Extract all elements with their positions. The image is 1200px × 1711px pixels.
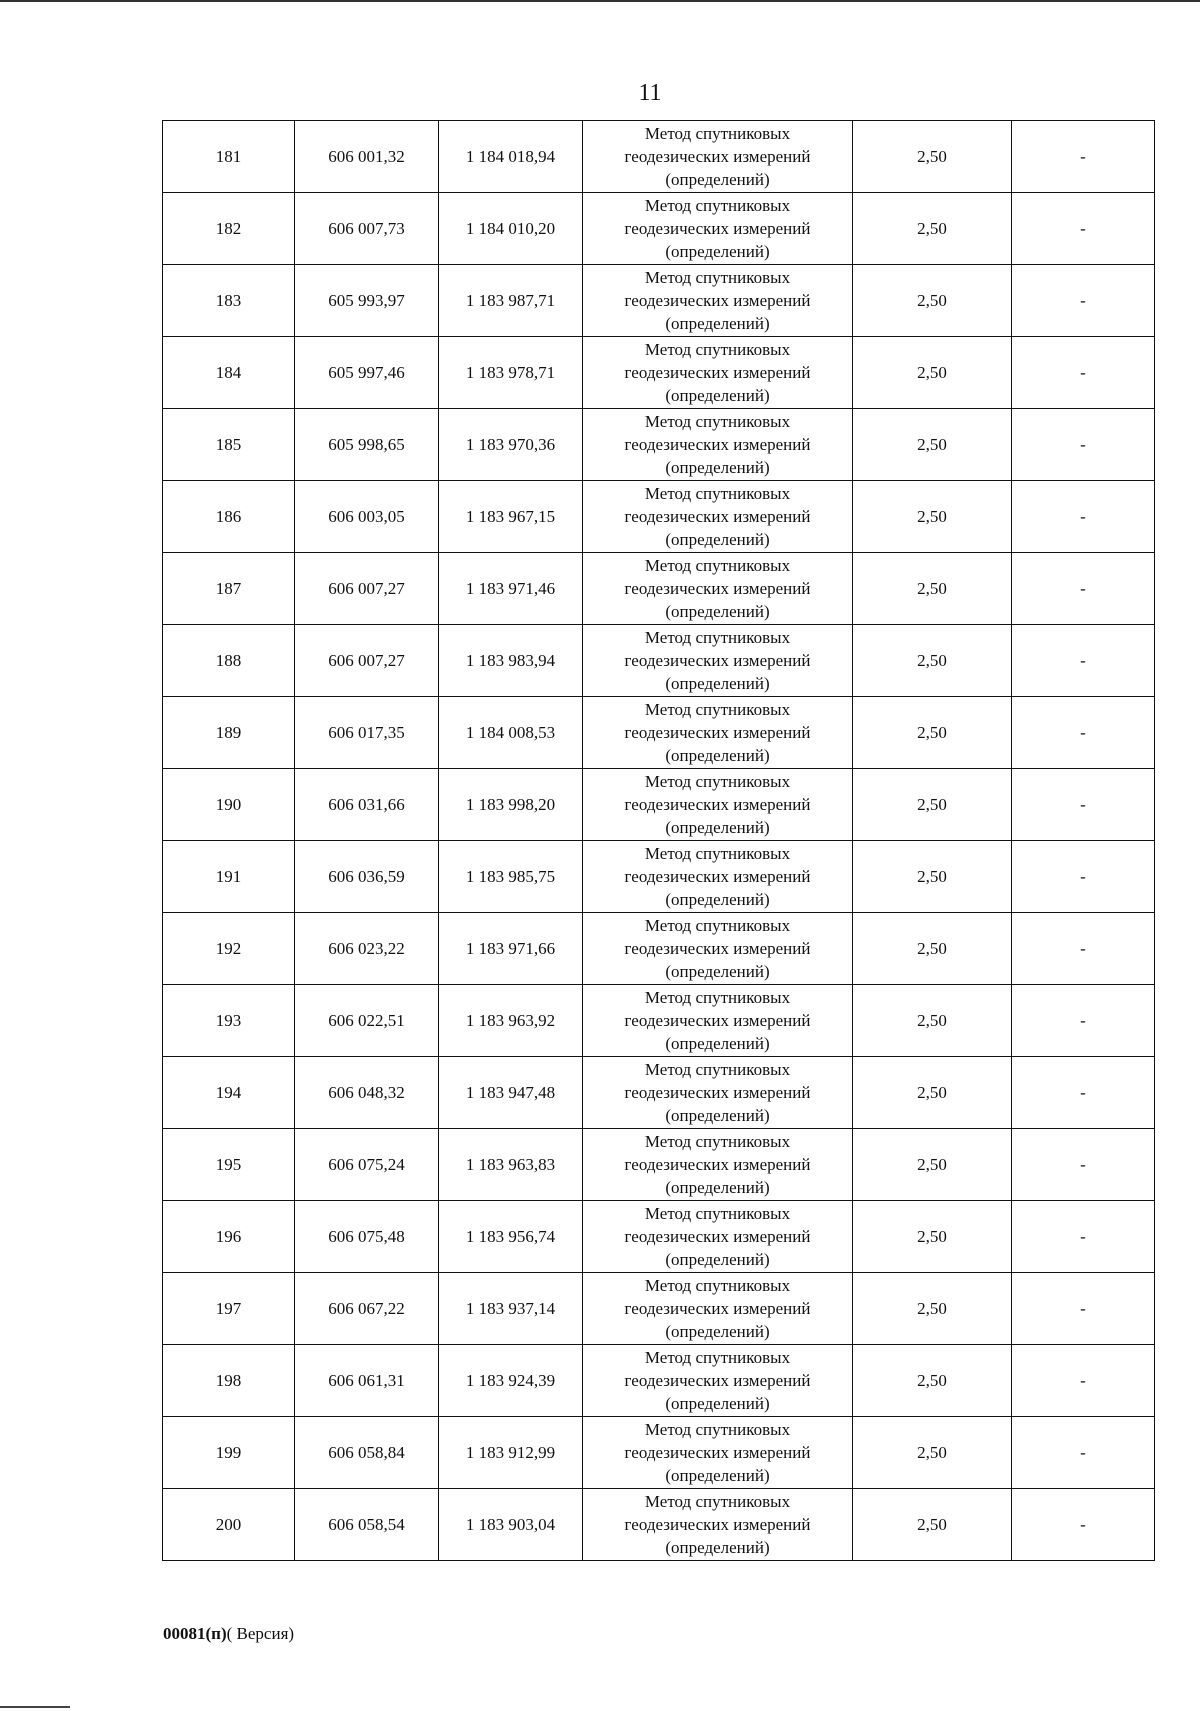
method-line: Метод спутниковых xyxy=(644,556,791,575)
table-row xyxy=(163,481,1155,553)
y-coordinate-cell: 1 183 970,36 xyxy=(439,409,583,481)
document-footer-code xyxy=(163,1624,294,1644)
point-number-cell: 196 xyxy=(163,1201,295,1273)
accuracy-cell: 2,50 xyxy=(853,1273,1012,1345)
method-line: (определений) xyxy=(665,1322,770,1341)
table-row xyxy=(163,1417,1155,1489)
method-line: Метод спутниковых xyxy=(644,700,791,719)
point-number-cell: 192 xyxy=(163,913,295,985)
y-coordinate-cell: 1 183 963,83 xyxy=(439,1129,583,1201)
accuracy-cell: 2,50 xyxy=(853,625,1012,697)
method-cell xyxy=(583,193,853,265)
point-number-cell: 188 xyxy=(163,625,295,697)
method-line: Метод спутниковых xyxy=(644,412,791,431)
note-cell: - xyxy=(1012,769,1155,841)
note-cell: - xyxy=(1012,553,1155,625)
method-line: геодезических измерений xyxy=(624,363,811,382)
note-cell: - xyxy=(1012,337,1155,409)
accuracy-cell: 2,50 xyxy=(853,769,1012,841)
x-coordinate-cell: 606 036,59 xyxy=(295,841,439,913)
method-line: геодезических измерений xyxy=(624,1371,811,1390)
point-number-cell: 181 xyxy=(163,121,295,193)
table-row xyxy=(163,913,1155,985)
method-line: Метод спутниковых xyxy=(644,1492,791,1511)
method-line: геодезических измерений xyxy=(624,651,811,670)
table-row xyxy=(163,265,1155,337)
method-line: геодезических измерений xyxy=(624,147,811,166)
top-border-line xyxy=(0,0,1200,2)
accuracy-cell: 2,50 xyxy=(853,1345,1012,1417)
method-line: (определений) xyxy=(665,674,770,693)
note-cell: - xyxy=(1012,481,1155,553)
method-cell xyxy=(583,913,853,985)
method-cell xyxy=(583,1129,853,1201)
method-cell xyxy=(583,1417,853,1489)
point-number-cell: 194 xyxy=(163,1057,295,1129)
x-coordinate-cell: 606 023,22 xyxy=(295,913,439,985)
table-row xyxy=(163,697,1155,769)
note-cell: - xyxy=(1012,1201,1155,1273)
method-line: (определений) xyxy=(665,1250,770,1269)
table-row xyxy=(163,1129,1155,1201)
method-line: (определений) xyxy=(665,962,770,981)
method-line: Метод спутниковых xyxy=(644,268,791,287)
method-cell xyxy=(583,337,853,409)
method-line: геодезических измерений xyxy=(624,1443,811,1462)
y-coordinate-cell: 1 183 924,39 xyxy=(439,1345,583,1417)
table-row xyxy=(163,409,1155,481)
method-line: Метод спутниковых xyxy=(644,196,791,215)
x-coordinate-cell: 606 075,24 xyxy=(295,1129,439,1201)
accuracy-cell: 2,50 xyxy=(853,985,1012,1057)
method-line: (определений) xyxy=(665,1538,770,1557)
method-line: геодезических измерений xyxy=(624,219,811,238)
method-line: Метод спутниковых xyxy=(644,844,791,863)
method-line: (определений) xyxy=(665,602,770,621)
accuracy-cell: 2,50 xyxy=(853,697,1012,769)
method-cell xyxy=(583,1057,853,1129)
note-cell: - xyxy=(1012,1129,1155,1201)
method-line: (определений) xyxy=(665,1466,770,1485)
accuracy-cell: 2,50 xyxy=(853,1129,1012,1201)
method-cell xyxy=(583,121,853,193)
method-line: (определений) xyxy=(665,1106,770,1125)
method-line: геодезических измерений xyxy=(624,867,811,886)
y-coordinate-cell: 1 184 018,94 xyxy=(439,121,583,193)
note-cell: - xyxy=(1012,193,1155,265)
x-coordinate-cell: 605 998,65 xyxy=(295,409,439,481)
method-cell xyxy=(583,625,853,697)
point-number-cell: 197 xyxy=(163,1273,295,1345)
note-cell: - xyxy=(1012,409,1155,481)
method-line: Метод спутниковых xyxy=(644,1420,791,1439)
method-cell xyxy=(583,481,853,553)
table-row xyxy=(163,1489,1155,1561)
x-coordinate-cell: 605 993,97 xyxy=(295,265,439,337)
bottom-edge-line xyxy=(0,1706,70,1708)
x-coordinate-cell: 606 048,32 xyxy=(295,1057,439,1129)
x-coordinate-cell: 606 017,35 xyxy=(295,697,439,769)
accuracy-cell: 2,50 xyxy=(853,121,1012,193)
note-cell: - xyxy=(1012,1345,1155,1417)
method-line: (определений) xyxy=(665,746,770,765)
method-line: Метод спутниковых xyxy=(644,340,791,359)
x-coordinate-cell: 605 997,46 xyxy=(295,337,439,409)
method-line: геодезических измерений xyxy=(624,1083,811,1102)
point-number-cell: 190 xyxy=(163,769,295,841)
method-line: (определений) xyxy=(665,890,770,909)
point-number-cell: 186 xyxy=(163,481,295,553)
y-coordinate-cell: 1 183 978,71 xyxy=(439,337,583,409)
method-line: (определений) xyxy=(665,458,770,477)
y-coordinate-cell: 1 183 963,92 xyxy=(439,985,583,1057)
x-coordinate-cell: 606 001,32 xyxy=(295,121,439,193)
point-number-cell: 199 xyxy=(163,1417,295,1489)
method-cell xyxy=(583,985,853,1057)
method-line: Метод спутниковых xyxy=(644,988,791,1007)
y-coordinate-cell: 1 184 010,20 xyxy=(439,193,583,265)
method-line: геодезических измерений xyxy=(624,1515,811,1534)
accuracy-cell: 2,50 xyxy=(853,409,1012,481)
note-cell: - xyxy=(1012,985,1155,1057)
method-line: (определений) xyxy=(665,530,770,549)
table-row xyxy=(163,769,1155,841)
point-number-cell: 195 xyxy=(163,1129,295,1201)
method-line: Метод спутниковых xyxy=(644,1348,791,1367)
method-line: (определений) xyxy=(665,1178,770,1197)
y-coordinate-cell: 1 183 937,14 xyxy=(439,1273,583,1345)
accuracy-cell: 2,50 xyxy=(853,1201,1012,1273)
method-line: Метод спутниковых xyxy=(644,484,791,503)
y-coordinate-cell: 1 183 947,48 xyxy=(439,1057,583,1129)
method-cell xyxy=(583,1345,853,1417)
x-coordinate-cell: 606 075,48 xyxy=(295,1201,439,1273)
method-line: геодезических измерений xyxy=(624,723,811,742)
method-line: геодезических измерений xyxy=(624,435,811,454)
x-coordinate-cell: 606 058,54 xyxy=(295,1489,439,1561)
y-coordinate-cell: 1 183 985,75 xyxy=(439,841,583,913)
y-coordinate-cell: 1 184 008,53 xyxy=(439,697,583,769)
table-row xyxy=(163,193,1155,265)
method-cell xyxy=(583,1273,853,1345)
accuracy-cell: 2,50 xyxy=(853,913,1012,985)
method-cell xyxy=(583,1489,853,1561)
method-line: геодезических измерений xyxy=(624,1011,811,1030)
accuracy-cell: 2,50 xyxy=(853,553,1012,625)
x-coordinate-cell: 606 067,22 xyxy=(295,1273,439,1345)
accuracy-cell: 2,50 xyxy=(853,1057,1012,1129)
note-cell: - xyxy=(1012,265,1155,337)
accuracy-cell: 2,50 xyxy=(853,337,1012,409)
method-line: геодезических измерений xyxy=(624,507,811,526)
x-coordinate-cell: 606 031,66 xyxy=(295,769,439,841)
accuracy-cell: 2,50 xyxy=(853,265,1012,337)
method-cell xyxy=(583,769,853,841)
coordinates-table xyxy=(162,120,1155,1561)
note-cell: - xyxy=(1012,121,1155,193)
method-cell xyxy=(583,409,853,481)
method-line: (определений) xyxy=(665,818,770,837)
table-row xyxy=(163,1273,1155,1345)
method-line: Метод спутниковых xyxy=(644,1132,791,1151)
point-number-cell: 183 xyxy=(163,265,295,337)
table-row xyxy=(163,121,1155,193)
note-cell: - xyxy=(1012,625,1155,697)
table-row xyxy=(163,553,1155,625)
x-coordinate-cell: 606 061,31 xyxy=(295,1345,439,1417)
x-coordinate-cell: 606 058,84 xyxy=(295,1417,439,1489)
y-coordinate-cell: 1 183 971,66 xyxy=(439,913,583,985)
table-row xyxy=(163,1057,1155,1129)
method-line: Метод спутниковых xyxy=(644,1060,791,1079)
point-number-cell: 189 xyxy=(163,697,295,769)
page-number: 11 xyxy=(638,80,662,106)
accuracy-cell: 2,50 xyxy=(853,1417,1012,1489)
version-label: ( Версия) xyxy=(226,1624,295,1643)
method-line: Метод спутниковых xyxy=(644,772,791,791)
note-cell: - xyxy=(1012,697,1155,769)
method-cell xyxy=(583,1201,853,1273)
accuracy-cell: 2,50 xyxy=(853,1489,1012,1561)
point-number-cell: 193 xyxy=(163,985,295,1057)
method-line: геодезических измерений xyxy=(624,795,811,814)
y-coordinate-cell: 1 183 971,46 xyxy=(439,553,583,625)
table-row xyxy=(163,985,1155,1057)
point-number-cell: 191 xyxy=(163,841,295,913)
method-line: (определений) xyxy=(665,170,770,189)
table-row xyxy=(163,337,1155,409)
x-coordinate-cell: 606 007,73 xyxy=(295,193,439,265)
method-line: (определений) xyxy=(665,386,770,405)
y-coordinate-cell: 1 183 983,94 xyxy=(439,625,583,697)
y-coordinate-cell: 1 183 987,71 xyxy=(439,265,583,337)
x-coordinate-cell: 606 003,05 xyxy=(295,481,439,553)
y-coordinate-cell: 1 183 967,15 xyxy=(439,481,583,553)
method-line: Метод спутниковых xyxy=(644,916,791,935)
y-coordinate-cell: 1 183 998,20 xyxy=(439,769,583,841)
note-cell: - xyxy=(1012,913,1155,985)
method-line: (определений) xyxy=(665,1034,770,1053)
table-row xyxy=(163,625,1155,697)
note-cell: - xyxy=(1012,1273,1155,1345)
method-line: геодезических измерений xyxy=(624,579,811,598)
method-cell xyxy=(583,841,853,913)
point-number-cell: 187 xyxy=(163,553,295,625)
accuracy-cell: 2,50 xyxy=(853,841,1012,913)
note-cell: - xyxy=(1012,1057,1155,1129)
point-number-cell: 198 xyxy=(163,1345,295,1417)
accuracy-cell: 2,50 xyxy=(853,193,1012,265)
method-line: (определений) xyxy=(665,1394,770,1413)
table-row xyxy=(163,1201,1155,1273)
method-cell xyxy=(583,697,853,769)
method-cell xyxy=(583,553,853,625)
method-line: геодезических измерений xyxy=(624,1227,811,1246)
y-coordinate-cell: 1 183 903,04 xyxy=(439,1489,583,1561)
y-coordinate-cell: 1 183 912,99 xyxy=(439,1417,583,1489)
table-row xyxy=(163,1345,1155,1417)
method-line: Метод спутниковых xyxy=(644,628,791,647)
note-cell: - xyxy=(1012,841,1155,913)
method-line: Метод спутниковых xyxy=(644,1276,791,1295)
method-line: геодезических измерений xyxy=(624,1299,811,1318)
method-line: геодезических измерений xyxy=(624,939,811,958)
note-cell: - xyxy=(1012,1417,1155,1489)
x-coordinate-cell: 606 022,51 xyxy=(295,985,439,1057)
method-line: геодезических измерений xyxy=(624,1155,811,1174)
method-line: Метод спутниковых xyxy=(644,124,791,143)
note-cell: - xyxy=(1012,1489,1155,1561)
x-coordinate-cell: 606 007,27 xyxy=(295,553,439,625)
point-number-cell: 200 xyxy=(163,1489,295,1561)
method-line: Метод спутниковых xyxy=(644,1204,791,1223)
form-code: 00081(п) xyxy=(163,1624,227,1643)
accuracy-cell: 2,50 xyxy=(853,481,1012,553)
point-number-cell: 185 xyxy=(163,409,295,481)
method-cell xyxy=(583,265,853,337)
point-number-cell: 182 xyxy=(163,193,295,265)
point-number-cell: 184 xyxy=(163,337,295,409)
table-row xyxy=(163,841,1155,913)
method-line: (определений) xyxy=(665,242,770,261)
method-line: (определений) xyxy=(665,314,770,333)
y-coordinate-cell: 1 183 956,74 xyxy=(439,1201,583,1273)
x-coordinate-cell: 606 007,27 xyxy=(295,625,439,697)
method-line: геодезических измерений xyxy=(624,291,811,310)
